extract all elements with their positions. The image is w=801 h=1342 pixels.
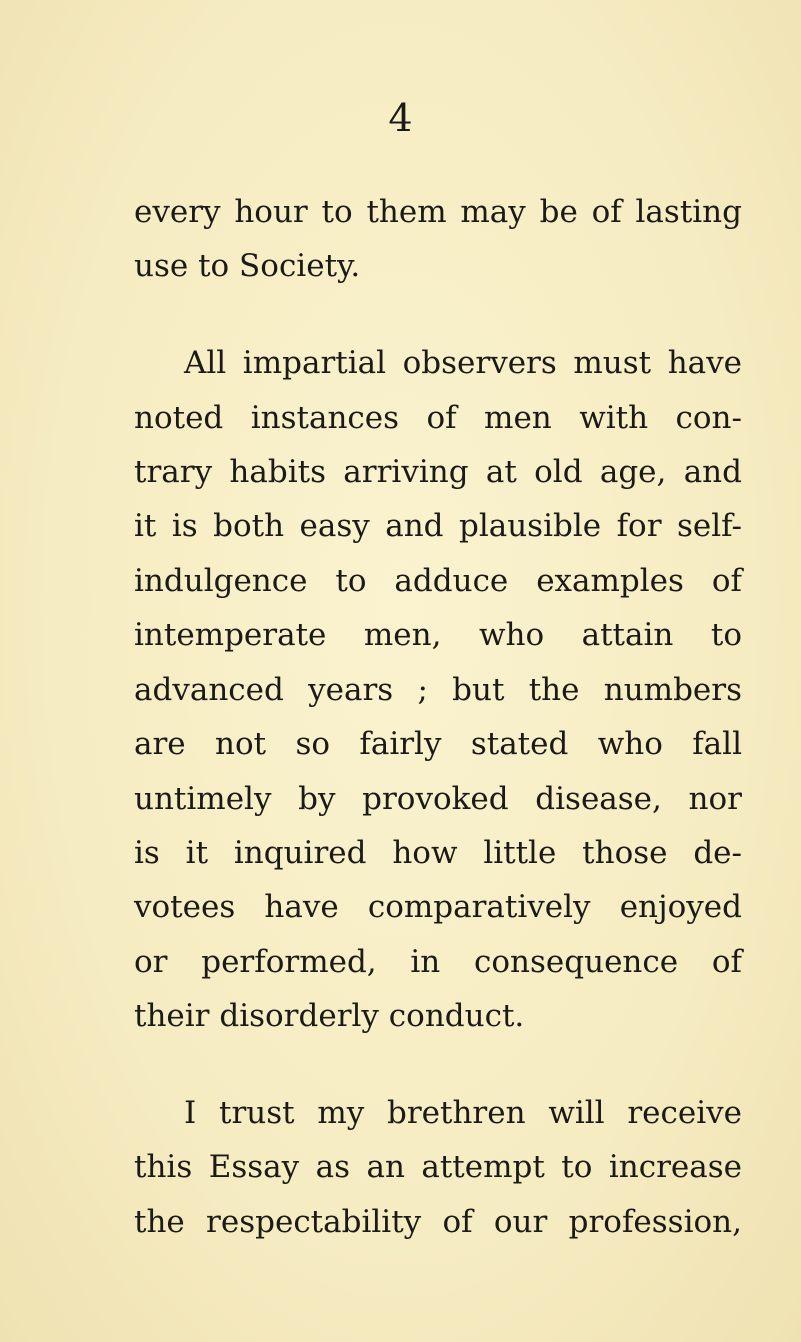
text-line: untimely by provoked disease, nor [134, 781, 742, 817]
text-line: use to Society. [134, 248, 361, 284]
text-line: are not so fairly stated who fall [134, 726, 742, 762]
text-line: votees have comparatively enjoyed [134, 889, 742, 925]
page-number: 4 [388, 96, 413, 140]
text-line: or performed, in consequence of [134, 944, 742, 980]
text-line: intemperate men, who attain to [134, 617, 742, 653]
text-line: the respectability of our profession, [134, 1204, 742, 1240]
text-line: is it inquired how little those de- [134, 835, 742, 871]
text-line: I trust my brethren will receive [184, 1095, 742, 1131]
text-line: it is both easy and plausible for self- [134, 508, 742, 544]
text-line: this Essay as an attempt to increase [134, 1149, 742, 1185]
text-line: All impartial observers must have [184, 345, 742, 381]
text-line: every hour to them may be of lasting [134, 194, 742, 230]
text-line: their disorderly conduct. [134, 998, 525, 1034]
text-line: advanced years ; but the numbers [134, 672, 742, 708]
text-line: trary habits arriving at old age, and [134, 454, 742, 490]
text-line: indulgence to adduce examples of [134, 563, 742, 599]
text-line: noted instances of men with con- [134, 400, 742, 436]
